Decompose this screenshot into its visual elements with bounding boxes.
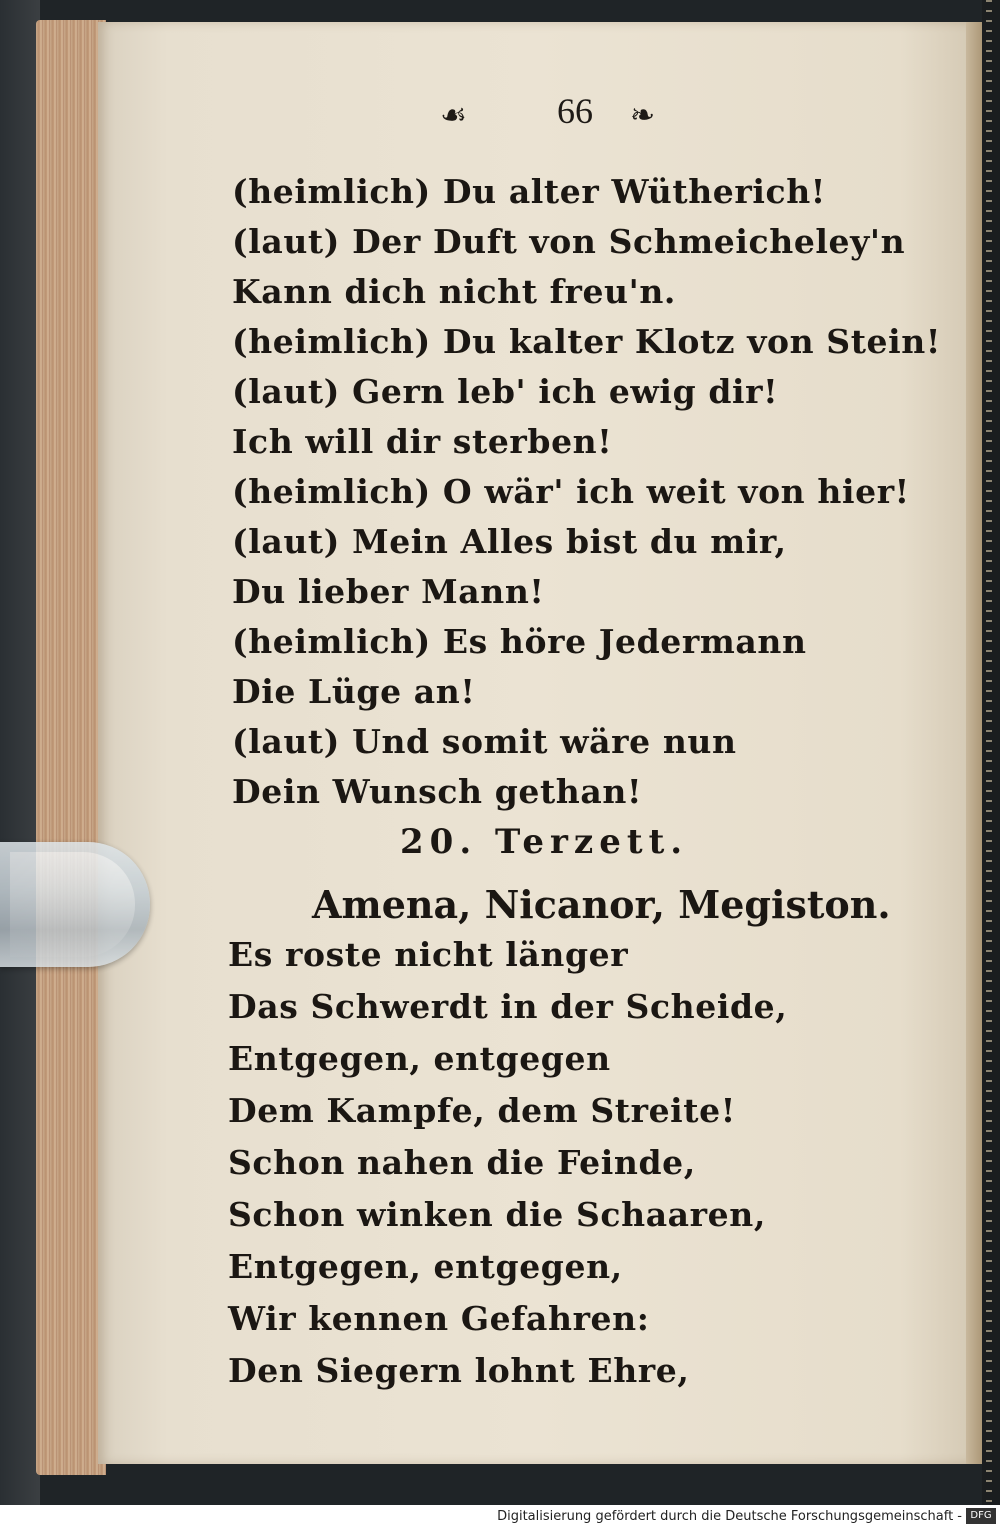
verse-line: Schon nahen die Feinde,	[228, 1143, 696, 1182]
verse-line: (laut) Der Duft von Schmeicheley'n	[232, 222, 906, 261]
funding-notice: Digitalisierung gefördert durch die Deutsche Forschungsgemeinschaft -	[497, 1509, 962, 1524]
verse-line: Kann dich nicht freu'n.	[232, 272, 677, 311]
ornament-left-icon: ☙	[440, 98, 467, 133]
verse-line: (laut) Mein Alles bist du mir,	[232, 522, 787, 561]
verse-line: Entgegen, entgegen	[228, 1039, 611, 1078]
verse-line: Du lieber Mann!	[232, 572, 545, 611]
cast-list: Amena, Nicanor, Megiston.	[312, 882, 891, 927]
verse-line: (heimlich) Du kalter Klotz von Stein!	[232, 322, 941, 361]
glass-page-weight	[0, 842, 150, 967]
page-header	[440, 90, 700, 146]
verse-line: (heimlich) Du alter Wütherich!	[232, 172, 826, 211]
verse-line: Dem Kampfe, dem Streite!	[228, 1091, 736, 1130]
ruler-marks	[986, 0, 992, 1505]
verse-line: (heimlich) Es höre Jedermann	[232, 622, 807, 661]
verse-line: (heimlich) O wär' ich weit von hier!	[232, 472, 910, 511]
verse-line: Schon winken die Schaaren,	[228, 1195, 766, 1234]
verse-line: (laut) Gern leb' ich ewig dir!	[232, 372, 779, 411]
footer-bar	[0, 1505, 1000, 1529]
verse-line: (laut) Und somit wäre nun	[232, 722, 737, 761]
book-page-edges	[36, 20, 106, 1475]
verse-line: Es roste nicht länger	[228, 935, 629, 974]
verse-line: Dein Wunsch gethan!	[232, 772, 643, 811]
verse-line: Ich will dir sterben!	[232, 422, 613, 461]
verse-line: Den Siegern lohnt Ehre,	[228, 1351, 690, 1390]
verse-line: Die Lüge an!	[232, 672, 476, 711]
verse-line: Wir kennen Gefahren:	[228, 1299, 650, 1338]
dfg-logo: DFG	[966, 1508, 996, 1524]
section-title: 20. Terzett.	[400, 822, 689, 862]
verse-line: Das Schwerdt in der Scheide,	[228, 987, 788, 1026]
scanner-background	[0, 0, 40, 1505]
ornament-right-icon: ❧	[630, 98, 656, 133]
page-number: 66	[557, 91, 593, 131]
verse-line: Entgegen, entgegen,	[228, 1247, 623, 1286]
